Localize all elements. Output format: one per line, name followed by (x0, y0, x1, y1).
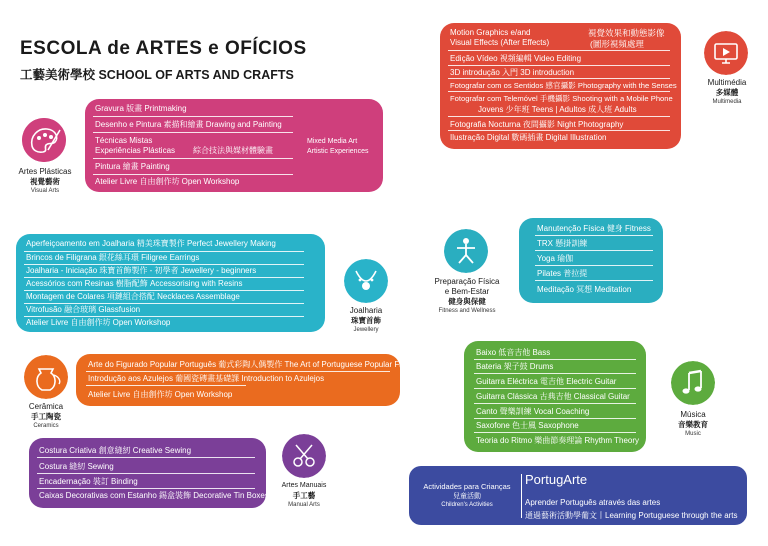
course-artistic-experiences-en: Artistic Experiences (307, 148, 369, 155)
panel-multimedia (440, 23, 681, 149)
category-label-multimedia: Multimédia 多媒體 Multimedia (707, 78, 747, 105)
course-manutencao-fisica[interactable]: Manutenção Física 健身 Fitness (537, 224, 651, 233)
panel-actividades-criancas (409, 466, 747, 525)
course-figurado-popular[interactable]: Arte do Figurado Popular Português 葡式彩陶人偶製作 The Art of Portuguese Popular Figures (88, 360, 422, 369)
course-mixed-media-en: Mixed Media Art (307, 138, 358, 145)
course-guitarra-classica[interactable]: Guitarra Clássica 古典吉他 Classical Guitar (476, 392, 630, 401)
necklace-icon (344, 259, 388, 303)
course-vitrofusao[interactable]: Vitrofusão 融合玻璃 Glassfusion (26, 305, 141, 314)
category-label-preparacao-fisica: Preparação Física e Bem-Estar 健身與保健 Fitness and Wellness (434, 277, 500, 314)
course-caixas-decorativas[interactable]: Caixas Decorativas com Estanho 錫盒裝飾 Decorative Tin Boxes (39, 491, 269, 500)
course-atelier-livre[interactable]: Atelier Livre 自由創作坊 Open Workshop (95, 177, 240, 186)
panel-artes-plasticas (85, 99, 383, 192)
course-azulejos[interactable]: Introdução aos Azulejos 葡國瓷磚畫基礎課 Introduction to Azulejos (88, 374, 325, 383)
course-yoga[interactable]: Yoga 瑜伽 (537, 254, 574, 263)
course-baixo[interactable]: Baixo 低音吉他 Bass (476, 348, 551, 357)
multimedia-icon (704, 31, 748, 75)
course-canto[interactable]: Canto 聲樂訓練 Vocal Coaching (476, 407, 590, 416)
pottery-icon (24, 355, 68, 399)
paint-palette-icon (22, 118, 66, 162)
category-label-musica: Música 音樂教育 Music (678, 410, 708, 437)
category-label-ceramica: Cerâmica 手工陶瓷 Ceramics (28, 402, 64, 429)
course-fotografar-sentidos[interactable]: Fotografar com os Sentidos 感官攝影 Photography with the Senses (450, 81, 677, 90)
course-fotografia-nocturna[interactable]: Fotografia Nocturna 夜間攝影 Night Photography (450, 120, 624, 129)
course-mixed-media-zh: 綜合技法與媒材體驗畫 (193, 146, 273, 155)
course-visual-effects[interactable]: Visual Effects (After Effects) (450, 38, 550, 47)
course-joalharia-iniciacao[interactable]: Joalharia - Iniciação 珠寶首飾製作 - 初學者 Jewellery - beginners (26, 266, 257, 275)
divider (521, 474, 522, 518)
portugarte-title[interactable]: PortugArte (525, 472, 588, 487)
course-pintura[interactable]: Pintura 繪畫 Painting (95, 162, 170, 171)
category-label-actividades: Actividades para Crianças 兒童活動 Children's Activities (423, 482, 511, 508)
course-saxofone[interactable]: Saxofone 色士風 Saxophone (476, 421, 579, 430)
course-visual-effects-zh: (圖形視頻處理 (590, 39, 644, 49)
sewing-icon (282, 434, 326, 478)
course-meditacao[interactable]: Meditação 冥想 Meditation (537, 285, 632, 294)
music-icon (671, 361, 715, 405)
course-jovens-adultos[interactable]: Jovens 少年班 Teens | Adultos 成人班 Adults (478, 105, 637, 114)
category-label-artes-manuais: Artes Manuais 手工藝 Manual Arts (281, 482, 327, 508)
course-ilustracao-digital[interactable]: Ilustração Digital 數碼插畫 Digital Illustration (450, 133, 607, 142)
course-brincos-filigrana[interactable]: Brincos de Filigrana 銀花絲耳環 Filigree Earrings (26, 253, 200, 262)
course-edicao-video[interactable]: Edição Vídeo 視頻編輯 Video Editing (450, 54, 582, 63)
course-costura-criativa[interactable]: Costura Criativa 創意縫紉 Creative Sewing (39, 446, 192, 455)
category-label-artes-plasticas: Artes Plásticas 視覺藝術 Visual Arts (18, 167, 72, 194)
course-gravura[interactable]: Gravura 版畫 Printmaking (95, 104, 187, 113)
panel-musica (464, 341, 646, 452)
course-desenho-pintura[interactable]: Desenho e Pintura 素描和繪畫 Drawing and Painting (95, 120, 282, 129)
fitness-icon (444, 229, 488, 273)
course-trx[interactable]: TRX 懸掛訓練 (537, 239, 588, 248)
course-costura[interactable]: Costura 縫紉 Sewing (39, 462, 114, 471)
course-fotografar-telemovel[interactable]: Fotografar com Telemóvel 手機攝影 Shooting with a Mobile Phone (450, 94, 673, 103)
panel-artes-manuais (29, 438, 269, 508)
category-label-joalharia: Joalharia 珠寶首飾 Jewellery (349, 306, 383, 333)
course-motion-graphics-zh: 視覺效果和動態影像 (588, 28, 665, 38)
panel-joalharia (16, 234, 325, 332)
course-atelier-livre-ceramica[interactable]: Atelier Livre 自由創作坊 Open Workshop (88, 390, 233, 399)
course-experiencias-plasticas[interactable]: Experiências Plásticas (95, 146, 176, 155)
course-aperfeicoamento-joalharia[interactable]: Aperfeiçoamento em Joalharia 精美珠寶製作 Perfect Jewellery Making (26, 239, 276, 248)
portugarte-line2: 通過藝術活動學葡文丨Learning Portuguese through the arts (525, 511, 738, 520)
course-tecnicas-mistas[interactable]: Técnicas Mistas (95, 136, 153, 145)
panel-ceramica (76, 354, 422, 406)
course-guitarra-electrica[interactable]: Guitarra Eléctrica 電吉他 Electric Guitar (476, 377, 617, 386)
course-encadernacao[interactable]: Encadernação 裝訂 Binding (39, 477, 138, 486)
course-motion-graphics[interactable]: Motion Graphics e/and (450, 28, 531, 37)
page-title: ESCOLA de ARTES e OFÍCIOS (20, 38, 307, 59)
course-montagem-colares[interactable]: Montagem de Colares 項鏈組合搭配 Necklaces Assemblage (26, 292, 240, 301)
page-subtitle: 工藝美術學校 SCHOOL OF ARTS AND CRAFTS (20, 68, 294, 82)
course-teoria-ritmo[interactable]: Teoria do Ritmo 樂曲節奏理論 Rhythm Theory (476, 436, 640, 445)
panel-preparacao-fisica (519, 218, 663, 303)
course-acessorios-resinas[interactable]: Acessórios com Resinas 樹脂配飾 Accessorising with Resins (26, 279, 243, 288)
course-atelier-livre-joalharia[interactable]: Atelier Livre 自由創作坊 Open Workshop (26, 318, 171, 327)
course-pilates[interactable]: Pilates 普拉提 (537, 269, 588, 278)
portugarte-line1: Aprender Português através das artes (525, 498, 661, 507)
course-3d-introducao[interactable]: 3D introdução 入門 3D introduction (450, 68, 575, 77)
course-bateria[interactable]: Bateria 架子鼓 Drums (476, 362, 554, 371)
